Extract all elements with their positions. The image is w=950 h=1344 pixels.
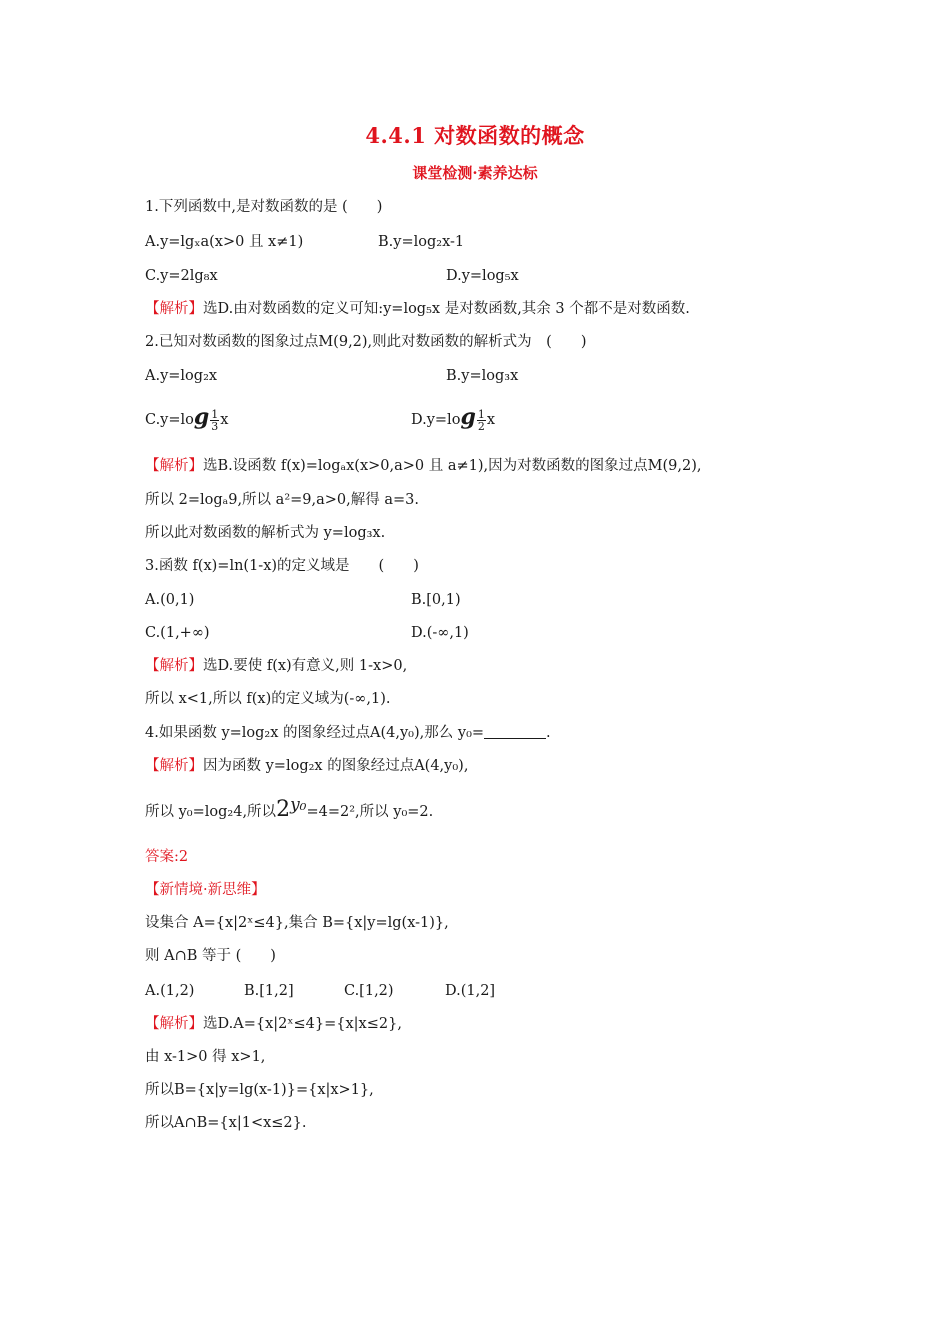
q4-analysis-2-suffix: =4=2²,所以 y₀=2. [306, 803, 434, 820]
q2-option-d [411, 402, 495, 435]
q2-option-b: B.y=log₃x [446, 368, 519, 384]
q5-tag: 【新情境·新思维】 [145, 882, 266, 898]
q4-exponent: y₀ [290, 795, 307, 815]
q3-option-b: B.[0,1) [411, 592, 461, 608]
q5-analysis-3: 所以B={x|y=lg(x-1)}={x|x>1}, [145, 1082, 374, 1098]
q4-analysis-2-prefix: 所以 y₀=log₂4,所以 [145, 803, 277, 820]
q3-option-d: D.(-∞,1) [411, 625, 469, 641]
q4-analysis-1 [145, 756, 468, 776]
q5-analysis-2: 由 x-1>0 得 x>1, [145, 1049, 266, 1065]
q2-analysis-1 [145, 456, 701, 476]
analysis-tag: 【解析】 [145, 301, 203, 317]
q2-d-numerator: 1 [477, 407, 485, 421]
analysis-tag: 【解析】 [145, 458, 203, 474]
q2-c-prefix: C.y=lo [145, 412, 194, 428]
q2-c-numerator: 1 [211, 407, 219, 421]
q1-option-c: C.y=2lg₈x [145, 268, 218, 284]
q1-option-d: D.y=log₅x [446, 268, 519, 284]
q3-analysis-1 [145, 656, 407, 676]
q2-d-denominator: 2 [477, 419, 485, 433]
q4-stem-end: . [546, 725, 551, 741]
q4-base-2: 2 [276, 796, 291, 822]
q4-analysis-1-text: 因为函数 y=log₂x 的图象经过点A(4,y₀), [203, 758, 469, 774]
q4-analysis-2 [145, 790, 433, 827]
q5-option-d: D.(1,2] [445, 983, 496, 999]
q2-stem: 2.已知对数函数的图象过点M(9,2),则此对数函数的解析式为 ( ) [145, 334, 587, 350]
q1-option-a: A.y=lgₓa(x>0 且 x≠1) [145, 234, 304, 250]
q3-analysis-1-text: 选D.要使 f(x)有意义,则 1-x>0, [203, 658, 408, 674]
q2-option-a: A.y=log₂x [145, 368, 218, 384]
q5-stem-2: 则 A∩B 等于 ( ) [145, 948, 276, 964]
q4-answer [145, 847, 188, 867]
page-subtitle: 课堂检测·素养达标 [412, 164, 538, 182]
q5-option-a: A.(1,2) [145, 983, 195, 999]
page-title: 4.4.1 对数函数的概念 [365, 123, 585, 148]
q2-c-denominator: 3 [211, 419, 219, 433]
q2-analysis-2: 所以 2=logₐ9,所以 a²=9,a>0,解得 a=3. [145, 492, 419, 508]
analysis-tag: 【解析】 [145, 1016, 203, 1032]
q2-d-fraction [477, 409, 486, 432]
q3-option-c: C.(1,+∞) [145, 625, 210, 641]
q1-stem: 1.下列函数中,是对数函数的是 ( ) [145, 199, 383, 215]
q4-answer-text: 答案:2 [145, 849, 189, 865]
q2-analysis-1-text: 选B.设函数 f(x)=logₐx(x>0,a>0 且 a≠1),因为对数函数的图象过点M(9,2), [203, 458, 702, 474]
q4-stem-text: 4.如果函数 y=log₂x 的图象经过点A(4,y₀),那么 y₀= [145, 725, 485, 741]
q2-d-g: g [460, 404, 476, 430]
analysis-tag: 【解析】 [145, 658, 203, 674]
q2-c-suffix: x [220, 412, 229, 428]
q2-d-prefix: D.y=lo [411, 412, 461, 428]
q5-analysis-4: 所以A∩B={x|1<x≤2}. [145, 1115, 307, 1131]
analysis-tag: 【解析】 [145, 758, 203, 774]
q1-option-b: B.y=log₂x-1 [378, 234, 465, 250]
q5-analysis-1-text: 选D.A={x|2ˣ≤4}={x|x≤2}, [203, 1016, 402, 1032]
answer-blank [484, 724, 546, 739]
q5-stem-1: 设集合 A={x|2ˣ≤4},集合 B={x|y=lg(x-1)}, [145, 915, 449, 931]
q1-analysis [145, 299, 690, 319]
q3-option-a: A.(0,1) [145, 592, 195, 608]
q2-analysis-3: 所以此对数函数的解析式为 y=log₃x. [145, 525, 386, 541]
q5-option-c: C.[1,2) [344, 983, 394, 999]
q2-option-c [145, 402, 228, 435]
q2-c-fraction [210, 409, 219, 432]
q5-option-b: B.[1,2] [244, 983, 294, 999]
q3-stem: 3.函数 f(x)=ln(1-x)的定义域是 ( ) [145, 558, 419, 574]
q2-d-suffix: x [486, 412, 496, 428]
q1-analysis-text: 选D.由对数函数的定义可知:y=log₅x 是对数函数,其余 3 个都不是对数函数. [203, 301, 690, 317]
q5-analysis-1 [145, 1014, 402, 1034]
q3-analysis-2: 所以 x<1,所以 f(x)的定义域为(-∞,1). [145, 691, 391, 707]
q4-stem [145, 723, 551, 743]
q2-c-g: g [193, 404, 210, 430]
